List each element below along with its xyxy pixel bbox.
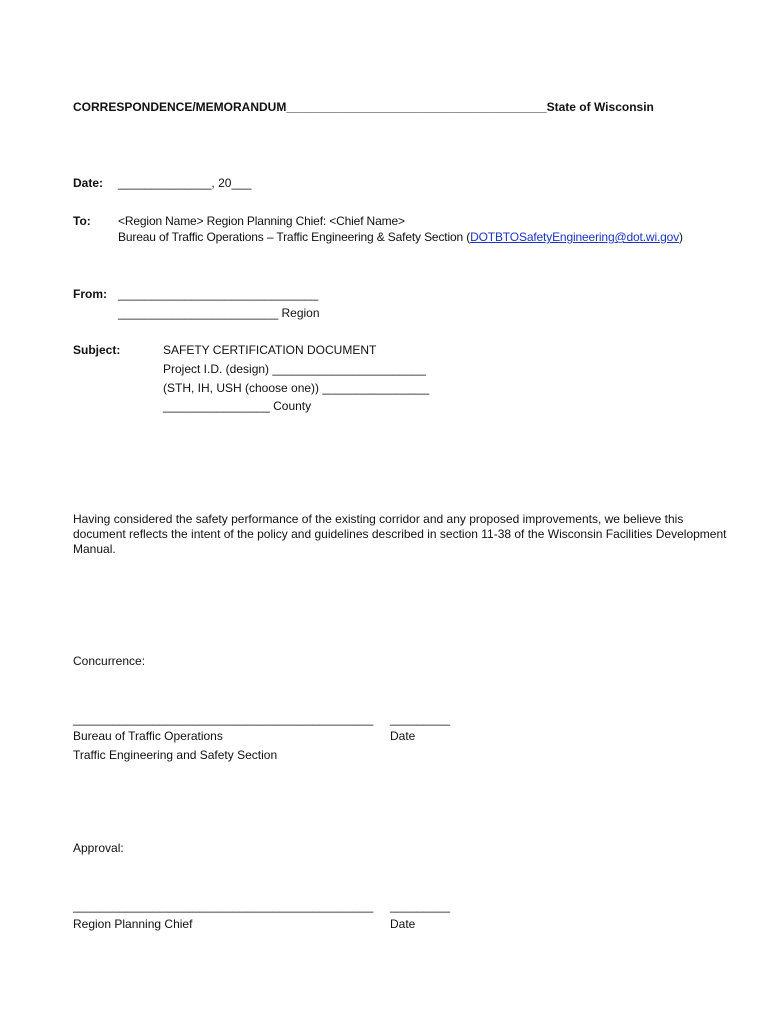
to-line-2-suffix: ) xyxy=(679,230,683,244)
approval-name: Region Planning Chief xyxy=(73,917,193,931)
to-line-2-prefix: Bureau of Traffic Operations – Traffic Engineering & Safety Section ( xyxy=(118,230,471,244)
to-label: To: xyxy=(73,214,91,228)
email-link[interactable]: DOTBTOSafetyEngineering@dot.wi.gov xyxy=(470,230,680,244)
date-label: Date: xyxy=(73,176,104,190)
approval-date-label: Date xyxy=(390,917,416,931)
subject-line-3: (STH, IH, USH (choose one)) ________________ xyxy=(163,381,430,395)
from-label: From: xyxy=(73,287,107,301)
approval-signature-line: _____________________________________________ xyxy=(73,899,374,913)
concurrence-signature-line: _____________________________________________ xyxy=(73,712,374,726)
from-line-2: ________________________ Region xyxy=(118,306,320,320)
approval-label: Approval: xyxy=(73,841,124,855)
from-line-1: ______________________________ xyxy=(118,287,319,301)
body-paragraph: Having considered the safety performance of the existing corridor and any proposed improvements, we believe this document reflects the intent of the policy and guidelines described in section 11-38 of the Wisconsin Facilities Development Manual. xyxy=(73,512,727,556)
header-state: State of Wisconsin xyxy=(546,100,654,114)
header-rule: _______________________________________ xyxy=(286,100,547,114)
approval-date-line: _________ xyxy=(390,899,451,913)
to-line-2 xyxy=(118,231,683,243)
header-title: CORRESPONDENCE/MEMORANDUM xyxy=(73,100,287,114)
subject-line-2: Project I.D. (design) _______________________ xyxy=(163,362,426,376)
memo-header xyxy=(73,101,654,113)
concurrence-date-label: Date xyxy=(390,729,416,743)
concurrence-name-1: Bureau of Traffic Operations xyxy=(73,729,223,743)
subject-line-1: SAFETY CERTIFICATION DOCUMENT xyxy=(163,343,377,357)
subject-label: Subject: xyxy=(73,343,121,357)
subject-line-4: ________________ County xyxy=(163,399,312,413)
date-field: ______________, 20___ xyxy=(118,176,252,190)
concurrence-name-2: Traffic Engineering and Safety Section xyxy=(73,748,278,762)
concurrence-date-line: _________ xyxy=(390,712,451,726)
concurrence-label: Concurrence: xyxy=(73,654,146,668)
to-line-1: <Region Name> Region Planning Chief: <Chief Name> xyxy=(118,214,405,228)
